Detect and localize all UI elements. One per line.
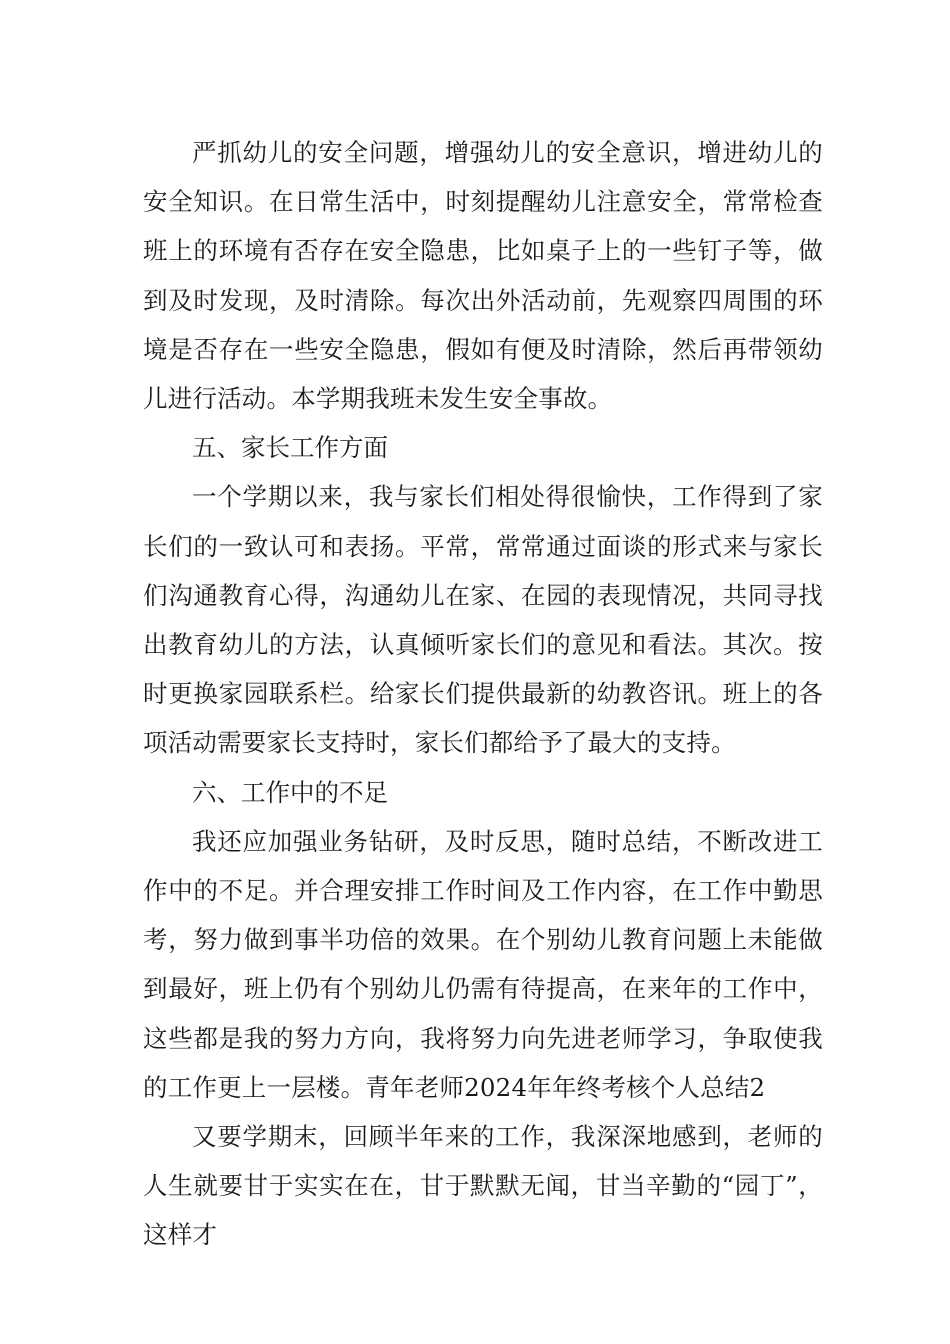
paragraph-shortcomings: 我还应加强业务钻研，及时反思，随时总结，不断改进工作中的不足。并合理安排工作时间及工作内容，在工作中勤思考，努力做到事半功倍的效果。在个别幼儿教育问题上未能做到最好，班上仍有个别幼儿仍需有待提高，在来年的工作中，这些都是我的努力方向，我将努力向先进老师学习，争取使我的工作更上一层楼。青年老师2024年年终考核个人总结2 [143, 826, 823, 1102]
section-heading-shortcomings: 六、工作中的不足 [192, 777, 388, 807]
paragraph-parent-work: 一个学期以来，我与家长们相处得很愉快，工作得到了家长们的一致认可和表扬。平常，常常通过面谈的形式来与家长们沟通教育心得，沟通幼儿在家、在园的表现情况，共同寻找出教育幼儿的方法，认真倾听家长们的意见和看法。其次。按时更换家园联系栏。给家长们提供最新的幼教咨讯。班上的各项活动需要家长支持时，家长们都给予了最大的支持。 [143, 482, 823, 758]
paragraph-safety: 严抓幼儿的安全问题，增强幼儿的安全意识，增进幼儿的安全知识。在日常生活中，时刻提醒幼儿注意安全，常常检查班上的环境有否存在安全隐患，比如桌子上的一些钉子等，做到及时发现，及时清除。每次出外活动前，先观察四周围的环境是否存在一些安全隐患，假如有便及时清除，然后再带领幼儿进行活动。本学期我班未发生安全事故。 [143, 138, 823, 414]
section-heading-parent-work: 五、家长工作方面 [192, 433, 388, 463]
paragraph-summary-2-intro: 又要学期末，回顾半年来的工作，我深深地感到，老师的人生就要甘于实实在在，甘于默默无闻，甘当辛勤的“园丁”，这样才 [143, 1122, 823, 1250]
document-body [143, 128, 823, 1260]
